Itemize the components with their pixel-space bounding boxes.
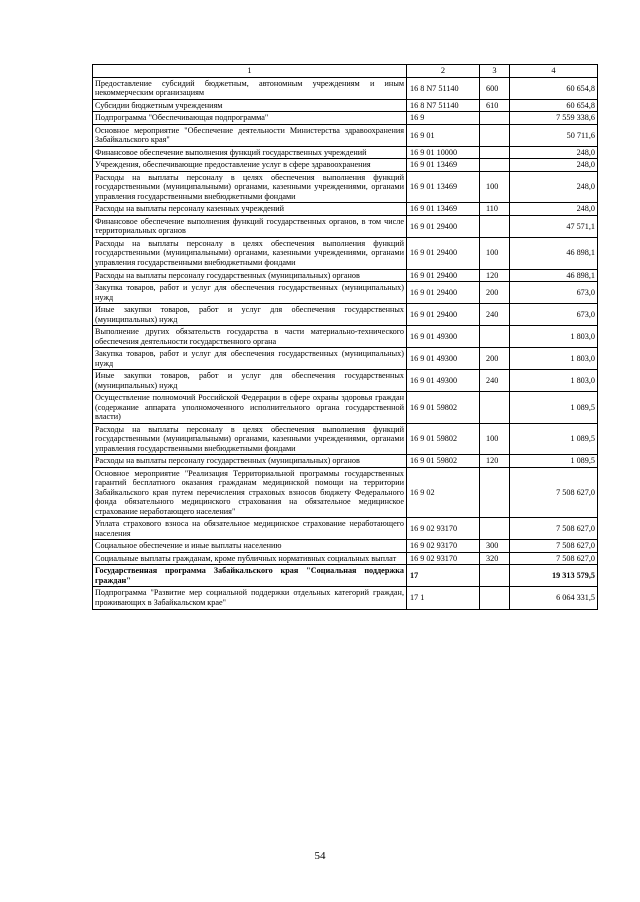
table-row xyxy=(93,99,598,112)
table-row xyxy=(93,423,598,455)
cell-sum: 1 089,5 xyxy=(510,423,598,455)
cell-code: 16 8 N7 51140 xyxy=(407,99,480,112)
cell-vr: 120 xyxy=(480,455,510,468)
cell-sum: 1 803,0 xyxy=(510,348,598,370)
table-row xyxy=(93,282,598,304)
cell-sum: 673,0 xyxy=(510,304,598,326)
cell-sum: 46 898,1 xyxy=(510,237,598,269)
cell-vr: 610 xyxy=(480,99,510,112)
table-row xyxy=(93,112,598,125)
cell-code: 16 9 02 93170 xyxy=(407,552,480,565)
cell-code: 16 9 01 10000 xyxy=(407,146,480,159)
cell-vr xyxy=(480,146,510,159)
cell-code: 16 9 01 29400 xyxy=(407,215,480,237)
cell-sum: 60 654,8 xyxy=(510,77,598,99)
cell-name: Закупка товаров, работ и услуг для обеспечения государственных (муниципальных) нужд xyxy=(93,348,407,370)
cell-name: Расходы на выплаты персоналу государственных (муниципальных) органов xyxy=(93,269,407,282)
cell-name: Субсидии бюджетным учреждениям xyxy=(93,99,407,112)
cell-name: Предоставление субсидий бюджетным, автономным учреждениям и иным некоммерческим организациям xyxy=(93,77,407,99)
page-number: 54 xyxy=(314,850,326,862)
cell-vr xyxy=(480,518,510,540)
table-row xyxy=(93,326,598,348)
cell-vr xyxy=(480,124,510,146)
cell-code: 16 9 xyxy=(407,112,480,125)
cell-name: Социальное обеспечение и иные выплаты населению xyxy=(93,540,407,553)
cell-name: Расходы на выплаты персоналу государственных (муниципальных) органов xyxy=(93,455,407,468)
cell-name: Расходы на выплаты персоналу казенных учреждений xyxy=(93,203,407,216)
cell-vr xyxy=(480,467,510,518)
cell-sum: 7 508 627,0 xyxy=(510,467,598,518)
cell-name: Подпрограмма "Обеспечивающая подпрограмма" xyxy=(93,112,407,125)
cell-sum: 60 654,8 xyxy=(510,99,598,112)
cell-name: Государственная программа Забайкальского края "Социальная поддержка граждан" xyxy=(93,565,407,587)
cell-vr xyxy=(480,112,510,125)
cell-name: Иные закупки товаров, работ и услуг для обеспечения государственных (муниципальных) нужд xyxy=(93,304,407,326)
cell-sum: 248,0 xyxy=(510,159,598,172)
cell-code: 17 1 xyxy=(407,587,480,609)
table-row xyxy=(93,237,598,269)
cell-sum: 1 089,5 xyxy=(510,392,598,424)
table-row xyxy=(93,77,598,99)
cell-vr xyxy=(480,392,510,424)
cell-name: Уплата страхового взноса на обязательное медицинское страхование неработающего населения xyxy=(93,518,407,540)
header-col-sum: 4 xyxy=(510,65,598,78)
table-row xyxy=(93,203,598,216)
table-row xyxy=(93,467,598,518)
cell-name: Иные закупки товаров, работ и услуг для обеспечения государственных (муниципальных) нужд xyxy=(93,370,407,392)
table-body xyxy=(93,77,598,609)
cell-code: 16 9 02 xyxy=(407,467,480,518)
cell-sum: 47 571,1 xyxy=(510,215,598,237)
cell-vr: 200 xyxy=(480,348,510,370)
budget-table xyxy=(92,64,598,610)
table-row xyxy=(93,392,598,424)
cell-sum: 50 711,6 xyxy=(510,124,598,146)
cell-vr xyxy=(480,326,510,348)
cell-sum: 7 508 627,0 xyxy=(510,540,598,553)
cell-vr: 100 xyxy=(480,237,510,269)
table-row xyxy=(93,540,598,553)
cell-code: 16 9 01 13469 xyxy=(407,159,480,172)
table-row xyxy=(93,518,598,540)
table-row xyxy=(93,304,598,326)
table-row xyxy=(93,348,598,370)
header-col-name: 1 xyxy=(93,65,407,78)
document-page xyxy=(92,64,597,610)
header-col-vr: 3 xyxy=(480,65,510,78)
cell-sum: 673,0 xyxy=(510,282,598,304)
cell-vr: 100 xyxy=(480,171,510,203)
table-row xyxy=(93,370,598,392)
cell-code: 16 9 01 59802 xyxy=(407,455,480,468)
cell-vr: 600 xyxy=(480,77,510,99)
header-row xyxy=(93,65,598,78)
cell-vr: 120 xyxy=(480,269,510,282)
cell-sum: 1 803,0 xyxy=(510,326,598,348)
cell-name: Расходы на выплаты персоналу в целях обеспечения выполнения функций государственными (муниципальными) органами, казенными учреждениями, органами управления государственными внебюджетными фондами xyxy=(93,423,407,455)
cell-sum: 6 064 331,5 xyxy=(510,587,598,609)
cell-name: Расходы на выплаты персоналу в целях обеспечения выполнения функций государственными (муниципальными) органами, казенными учреждениями, органами управления государственными внебюджетными фондами xyxy=(93,237,407,269)
cell-code: 16 9 01 49300 xyxy=(407,348,480,370)
cell-sum: 19 313 579,5 xyxy=(510,565,598,587)
cell-sum: 7 559 338,6 xyxy=(510,112,598,125)
cell-vr: 240 xyxy=(480,304,510,326)
cell-sum: 7 508 627,0 xyxy=(510,518,598,540)
table-row xyxy=(93,565,598,587)
cell-name: Учреждения, обеспечивающие предоставление услуг в сфере здравоохранения xyxy=(93,159,407,172)
table-row xyxy=(93,552,598,565)
table-row xyxy=(93,587,598,609)
cell-code: 17 xyxy=(407,565,480,587)
cell-code: 16 9 01 49300 xyxy=(407,370,480,392)
table-row xyxy=(93,455,598,468)
cell-code: 16 9 01 29400 xyxy=(407,304,480,326)
cell-name: Социальные выплаты гражданам, кроме публичных нормативных социальных выплат xyxy=(93,552,407,565)
cell-vr: 200 xyxy=(480,282,510,304)
cell-sum: 248,0 xyxy=(510,203,598,216)
cell-sum: 1 089,5 xyxy=(510,455,598,468)
cell-sum: 46 898,1 xyxy=(510,269,598,282)
cell-code: 16 9 01 13469 xyxy=(407,171,480,203)
cell-name: Основное мероприятие "Реализация Территориальной программы государственных гарантий бесплатного оказания гражданам медицинской помощи на территории Забайкальского края путем перечисления страховых взносов бюджету Федерального фонда обязательного медицинского страхования на обязательное медицинское страхование неработающего населения" xyxy=(93,467,407,518)
cell-code: 16 9 01 29400 xyxy=(407,269,480,282)
cell-name: Финансовое обеспечение выполнения функций государственных органов, в том числе территориальных органов xyxy=(93,215,407,237)
cell-code: 16 9 01 59802 xyxy=(407,392,480,424)
cell-vr: 110 xyxy=(480,203,510,216)
cell-code: 16 9 02 93170 xyxy=(407,518,480,540)
cell-sum: 248,0 xyxy=(510,146,598,159)
cell-vr xyxy=(480,587,510,609)
table-row xyxy=(93,159,598,172)
cell-name: Выполнение других обязательств государства в части материально-технического обеспечения деятельности государственного органа xyxy=(93,326,407,348)
cell-sum: 1 803,0 xyxy=(510,370,598,392)
table-row xyxy=(93,215,598,237)
table-header xyxy=(93,65,598,78)
cell-vr: 240 xyxy=(480,370,510,392)
cell-vr xyxy=(480,159,510,172)
cell-name: Основное мероприятие "Обеспечение деятельности Министерства здравоохранения Забайкальского края" xyxy=(93,124,407,146)
header-col-code: 2 xyxy=(407,65,480,78)
cell-code: 16 9 01 49300 xyxy=(407,326,480,348)
cell-code: 16 8 N7 51140 xyxy=(407,77,480,99)
cell-code: 16 9 02 93170 xyxy=(407,540,480,553)
cell-name: Осуществление полномочий Российской Федерации в сфере охраны здоровья граждан (содержание аппарата уполномоченного исполнительного органа государственной власти) xyxy=(93,392,407,424)
cell-vr: 320 xyxy=(480,552,510,565)
cell-code: 16 9 01 13469 xyxy=(407,203,480,216)
cell-sum: 7 508 627,0 xyxy=(510,552,598,565)
table-row xyxy=(93,124,598,146)
cell-code: 16 9 01 29400 xyxy=(407,237,480,269)
cell-name: Финансовое обеспечение выполнения функций государственных учреждений xyxy=(93,146,407,159)
cell-name: Подпрограмма "Развитие мер социальной поддержки отдельных категорий граждан, проживающих в Забайкальском крае" xyxy=(93,587,407,609)
cell-sum: 248,0 xyxy=(510,171,598,203)
table-row xyxy=(93,269,598,282)
cell-code: 16 9 01 xyxy=(407,124,480,146)
cell-vr: 100 xyxy=(480,423,510,455)
cell-vr: 300 xyxy=(480,540,510,553)
cell-vr xyxy=(480,565,510,587)
cell-code: 16 9 01 29400 xyxy=(407,282,480,304)
cell-name: Расходы на выплаты персоналу в целях обеспечения выполнения функций государственными (муниципальными) органами, казенными учреждениями, органами управления государственными внебюджетными фондами xyxy=(93,171,407,203)
cell-vr xyxy=(480,215,510,237)
table-row xyxy=(93,171,598,203)
table-row xyxy=(93,146,598,159)
cell-code: 16 9 01 59802 xyxy=(407,423,480,455)
cell-name: Закупка товаров, работ и услуг для обеспечения государственных (муниципальных) нужд xyxy=(93,282,407,304)
